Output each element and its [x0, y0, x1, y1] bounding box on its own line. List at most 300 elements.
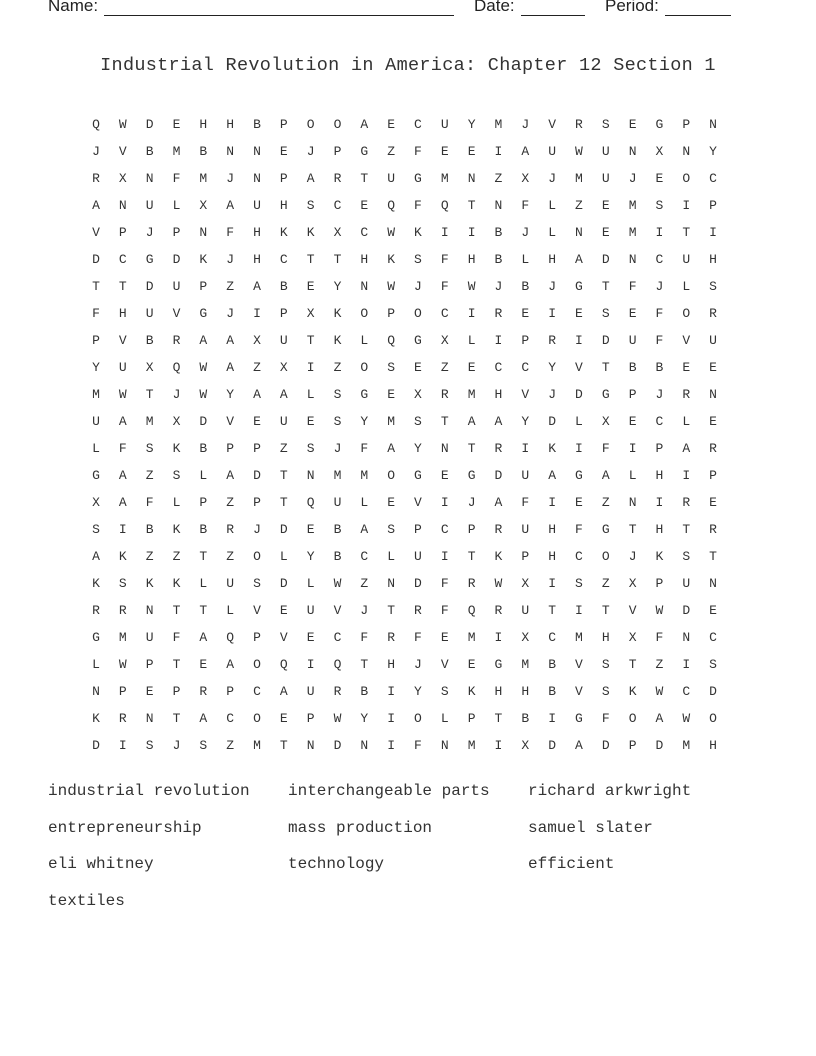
grid-letter[interactable]: V — [253, 603, 261, 618]
grid-letter[interactable]: F — [440, 603, 449, 618]
grid-letter[interactable]: A — [92, 549, 100, 564]
grid-letter[interactable]: I — [440, 549, 449, 564]
grid-letter[interactable]: R — [118, 711, 127, 726]
grid-letter[interactable]: M — [440, 171, 449, 186]
grid-letter[interactable]: G — [467, 468, 476, 483]
grid-letter[interactable]: G — [199, 306, 208, 321]
grid-letter[interactable]: A — [521, 144, 530, 159]
grid-letter[interactable]: I — [118, 522, 127, 537]
grid-letter[interactable]: V — [548, 117, 557, 132]
grid-letter[interactable]: N — [682, 144, 691, 159]
grid-letter[interactable]: E — [440, 144, 449, 159]
grid-letter[interactable]: R — [709, 522, 717, 537]
grid-letter[interactable]: M — [360, 468, 369, 483]
grid-letter[interactable]: B — [548, 657, 557, 672]
grid-letter[interactable]: M — [145, 414, 154, 429]
grid-letter[interactable]: V — [575, 684, 583, 699]
grid-letter[interactable]: Z — [172, 549, 181, 564]
grid-letter[interactable]: V — [628, 603, 637, 618]
grid-letter[interactable]: E — [655, 171, 664, 186]
grid-letter[interactable]: Z — [601, 495, 610, 510]
grid-letter[interactable]: P — [199, 495, 208, 510]
grid-letter[interactable]: E — [306, 414, 315, 429]
grid-letter[interactable]: H — [548, 252, 557, 267]
grid-letter[interactable]: M — [628, 225, 637, 240]
grid-letter[interactable]: E — [440, 630, 449, 645]
grid-letter[interactable]: B — [628, 360, 637, 375]
grid-letter[interactable]: Y — [360, 414, 369, 429]
grid-letter[interactable]: D — [145, 279, 154, 294]
grid-letter[interactable]: U — [118, 360, 127, 375]
grid-letter[interactable]: E — [709, 603, 717, 618]
grid-letter[interactable]: F — [360, 441, 369, 456]
grid-letter[interactable]: T — [467, 549, 476, 564]
grid-letter[interactable]: K — [92, 711, 100, 726]
grid-letter[interactable]: L — [548, 198, 557, 213]
grid-letter[interactable]: J — [253, 522, 261, 537]
grid-letter[interactable]: H — [387, 657, 396, 672]
grid-letter[interactable]: T — [199, 603, 208, 618]
grid-letter[interactable]: B — [548, 684, 557, 699]
grid-letter[interactable]: D — [601, 252, 610, 267]
grid-letter[interactable]: W — [467, 279, 476, 294]
grid-letter[interactable]: E — [360, 198, 369, 213]
grid-letter[interactable]: B — [253, 117, 261, 132]
grid-letter[interactable]: E — [467, 360, 476, 375]
grid-letter[interactable]: H — [601, 630, 610, 645]
grid-letter[interactable]: E — [414, 360, 422, 375]
grid-letter[interactable]: C — [709, 171, 717, 186]
grid-letter[interactable]: O — [414, 711, 422, 726]
grid-letter[interactable]: R — [333, 684, 342, 699]
grid-letter[interactable]: J — [414, 657, 422, 672]
grid-letter[interactable]: W — [494, 576, 503, 591]
grid-letter[interactable]: R — [440, 387, 449, 402]
grid-letter[interactable]: F — [145, 495, 154, 510]
grid-letter[interactable]: X — [92, 495, 100, 510]
grid-letter[interactable]: O — [360, 360, 369, 375]
grid-letter[interactable]: S — [655, 198, 664, 213]
grid-letter[interactable]: P — [253, 495, 261, 510]
grid-letter[interactable]: S — [172, 468, 181, 483]
grid-letter[interactable]: J — [360, 603, 369, 618]
grid-letter[interactable]: A — [118, 414, 127, 429]
grid-letter[interactable]: H — [199, 117, 208, 132]
grid-letter[interactable]: I — [655, 495, 664, 510]
grid-letter[interactable]: X — [172, 414, 181, 429]
grid-letter[interactable]: I — [548, 306, 557, 321]
grid-letter[interactable]: L — [172, 495, 181, 510]
grid-letter[interactable]: Z — [655, 657, 664, 672]
grid-letter[interactable]: Y — [333, 279, 342, 294]
grid-letter[interactable]: T — [172, 603, 181, 618]
grid-letter[interactable]: E — [628, 414, 637, 429]
grid-letter[interactable]: G — [360, 144, 369, 159]
grid-letter[interactable]: A — [655, 711, 664, 726]
grid-letter[interactable]: N — [628, 495, 637, 510]
grid-letter[interactable]: D — [601, 333, 610, 348]
grid-letter[interactable]: K — [118, 549, 127, 564]
grid-letter[interactable]: I — [575, 441, 583, 456]
grid-letter[interactable]: X — [601, 414, 610, 429]
grid-letter[interactable]: T — [199, 549, 208, 564]
grid-letter[interactable]: B — [494, 225, 503, 240]
grid-letter[interactable]: G — [92, 630, 100, 645]
grid-letter[interactable]: Q — [92, 117, 100, 132]
grid-letter[interactable]: R — [118, 603, 127, 618]
grid-letter[interactable]: H — [467, 252, 476, 267]
grid-letter[interactable]: H — [226, 117, 235, 132]
grid-letter[interactable]: H — [655, 522, 664, 537]
grid-letter[interactable]: C — [682, 684, 691, 699]
grid-letter[interactable]: Y — [709, 144, 717, 159]
grid-letter[interactable]: E — [467, 144, 476, 159]
grid-letter[interactable]: U — [226, 576, 235, 591]
grid-letter[interactable]: Z — [333, 360, 342, 375]
grid-letter[interactable]: T — [306, 333, 315, 348]
grid-letter[interactable]: Q — [306, 495, 315, 510]
grid-letter[interactable]: N — [575, 225, 583, 240]
grid-letter[interactable]: E — [279, 144, 288, 159]
grid-letter[interactable]: I — [467, 306, 476, 321]
grid-letter[interactable]: N — [145, 711, 154, 726]
grid-letter[interactable]: V — [226, 414, 235, 429]
grid-letter[interactable]: C — [440, 306, 449, 321]
grid-letter[interactable]: D — [145, 117, 154, 132]
grid-letter[interactable]: H — [709, 738, 717, 753]
grid-letter[interactable]: P — [628, 387, 637, 402]
grid-letter[interactable]: T — [601, 279, 610, 294]
grid-letter[interactable]: T — [172, 657, 181, 672]
grid-letter[interactable]: T — [279, 495, 288, 510]
grid-letter[interactable]: C — [521, 360, 530, 375]
grid-letter[interactable]: A — [575, 252, 583, 267]
grid-letter[interactable]: F — [414, 144, 422, 159]
grid-letter[interactable]: G — [575, 711, 583, 726]
grid-letter[interactable]: N — [709, 387, 717, 402]
grid-letter[interactable]: N — [306, 738, 315, 753]
grid-letter[interactable]: H — [494, 684, 503, 699]
grid-letter[interactable]: N — [682, 630, 691, 645]
grid-letter[interactable]: C — [575, 549, 583, 564]
grid-letter[interactable]: T — [709, 549, 717, 564]
grid-letter[interactable]: K — [333, 306, 342, 321]
grid-letter[interactable]: O — [253, 711, 261, 726]
grid-letter[interactable]: S — [333, 387, 342, 402]
grid-letter[interactable]: S — [601, 306, 610, 321]
grid-letter[interactable]: D — [333, 738, 342, 753]
grid-letter[interactable]: W — [118, 387, 127, 402]
grid-letter[interactable]: I — [494, 144, 503, 159]
grid-letter[interactable]: D — [414, 576, 422, 591]
grid-letter[interactable]: E — [575, 495, 583, 510]
grid-letter[interactable]: S — [601, 657, 610, 672]
grid-letter[interactable]: T — [279, 738, 288, 753]
grid-letter[interactable]: N — [92, 684, 100, 699]
grid-letter[interactable]: T — [387, 603, 396, 618]
grid-letter[interactable]: F — [628, 279, 637, 294]
grid-letter[interactable]: U — [628, 333, 637, 348]
grid-letter[interactable]: V — [92, 225, 100, 240]
grid-letter[interactable]: A — [226, 360, 235, 375]
grid-letter[interactable]: S — [414, 414, 422, 429]
grid-letter[interactable]: Q — [440, 198, 449, 213]
grid-letter[interactable]: Y — [521, 414, 530, 429]
grid-letter[interactable]: P — [655, 441, 664, 456]
grid-letter[interactable]: W — [118, 117, 127, 132]
grid-letter[interactable]: R — [494, 522, 503, 537]
grid-letter[interactable]: G — [414, 468, 422, 483]
grid-letter[interactable]: I — [548, 495, 557, 510]
grid-letter[interactable]: C — [440, 522, 449, 537]
grid-letter[interactable]: K — [494, 549, 503, 564]
grid-letter[interactable]: I — [548, 711, 557, 726]
grid-letter[interactable]: X — [145, 360, 154, 375]
grid-letter[interactable]: E — [601, 225, 610, 240]
grid-letter[interactable]: S — [440, 684, 449, 699]
grid-letter[interactable]: E — [628, 306, 637, 321]
grid-letter[interactable]: V — [414, 495, 422, 510]
grid-letter[interactable]: G — [494, 657, 503, 672]
grid-letter[interactable]: J — [172, 738, 181, 753]
grid-letter[interactable]: A — [387, 441, 396, 456]
grid-letter[interactable]: H — [253, 225, 261, 240]
grid-letter[interactable]: T — [172, 711, 181, 726]
grid-letter[interactable]: E — [709, 495, 717, 510]
grid-letter[interactable]: T — [467, 441, 476, 456]
grid-letter[interactable]: Z — [226, 279, 235, 294]
grid-letter[interactable]: E — [279, 711, 288, 726]
grid-letter[interactable]: F — [440, 576, 449, 591]
grid-letter[interactable]: S — [92, 522, 100, 537]
grid-letter[interactable]: D — [172, 252, 181, 267]
grid-letter[interactable]: U — [387, 171, 396, 186]
grid-letter[interactable]: I — [387, 738, 396, 753]
grid-letter[interactable]: U — [440, 117, 449, 132]
grid-letter[interactable]: E — [199, 657, 208, 672]
grid-letter[interactable]: J — [226, 306, 235, 321]
grid-letter[interactable]: N — [467, 171, 476, 186]
grid-letter[interactable]: T — [628, 522, 637, 537]
grid-letter[interactable]: P — [226, 441, 235, 456]
grid-letter[interactable]: U — [521, 468, 530, 483]
grid-letter[interactable]: O — [333, 117, 342, 132]
grid-letter[interactable]: X — [253, 333, 261, 348]
grid-letter[interactable]: D — [92, 252, 100, 267]
grid-letter[interactable]: P — [306, 711, 315, 726]
grid-letter[interactable]: M — [494, 117, 503, 132]
grid-letter[interactable]: Y — [414, 684, 422, 699]
grid-letter[interactable]: N — [628, 144, 637, 159]
grid-letter[interactable]: M — [575, 630, 583, 645]
grid-letter[interactable]: S — [575, 576, 583, 591]
grid-letter[interactable]: I — [548, 576, 557, 591]
grid-letter[interactable]: T — [601, 603, 610, 618]
grid-letter[interactable]: O — [709, 711, 717, 726]
grid-letter[interactable]: J — [414, 279, 422, 294]
grid-letter[interactable]: N — [306, 468, 315, 483]
grid-letter[interactable]: K — [172, 441, 181, 456]
grid-letter[interactable]: E — [172, 117, 181, 132]
grid-letter[interactable]: N — [253, 171, 261, 186]
grid-letter[interactable]: P — [118, 684, 127, 699]
grid-letter[interactable]: K — [333, 333, 342, 348]
grid-letter[interactable]: X — [333, 225, 342, 240]
grid-letter[interactable]: W — [199, 360, 208, 375]
grid-letter[interactable]: I — [494, 630, 503, 645]
grid-letter[interactable]: G — [575, 279, 583, 294]
grid-letter[interactable]: D — [279, 522, 288, 537]
grid-letter[interactable]: A — [199, 333, 208, 348]
grid-letter[interactable]: X — [628, 576, 637, 591]
grid-letter[interactable]: Y — [414, 441, 422, 456]
grid-letter[interactable]: V — [333, 603, 342, 618]
grid-letter[interactable]: R — [709, 441, 717, 456]
grid-letter[interactable]: I — [118, 738, 127, 753]
grid-letter[interactable]: Y — [467, 117, 476, 132]
grid-letter[interactable]: J — [655, 387, 664, 402]
grid-letter[interactable]: S — [709, 279, 717, 294]
grid-letter[interactable]: W — [575, 144, 583, 159]
grid-letter[interactable]: W — [387, 279, 396, 294]
grid-letter[interactable]: Q — [226, 630, 235, 645]
grid-letter[interactable]: S — [306, 198, 315, 213]
grid-letter[interactable]: N — [118, 198, 127, 213]
grid-letter[interactable]: L — [628, 468, 637, 483]
grid-letter[interactable]: T — [145, 387, 154, 402]
grid-letter[interactable]: B — [145, 144, 154, 159]
grid-letter[interactable]: O — [682, 171, 691, 186]
grid-letter[interactable]: V — [575, 657, 583, 672]
grid-letter[interactable]: S — [333, 414, 342, 429]
grid-letter[interactable]: R — [682, 387, 691, 402]
grid-letter[interactable]: R — [494, 306, 503, 321]
grid-letter[interactable]: D — [575, 387, 583, 402]
grid-letter[interactable]: E — [709, 414, 717, 429]
grid-letter[interactable]: M — [467, 630, 476, 645]
grid-letter[interactable]: I — [387, 711, 396, 726]
grid-letter[interactable]: U — [145, 630, 154, 645]
grid-letter[interactable]: U — [601, 171, 610, 186]
grid-letter[interactable]: K — [279, 225, 288, 240]
grid-letter[interactable]: A — [306, 171, 315, 186]
grid-letter[interactable]: O — [360, 306, 369, 321]
grid-letter[interactable]: R — [92, 603, 100, 618]
grid-letter[interactable]: L — [92, 441, 100, 456]
grid-letter[interactable]: E — [682, 360, 691, 375]
grid-letter[interactable]: X — [118, 171, 127, 186]
grid-letter[interactable]: X — [628, 630, 637, 645]
grid-letter[interactable]: K — [172, 522, 181, 537]
grid-letter[interactable]: P — [279, 117, 288, 132]
grid-letter[interactable]: N — [199, 225, 208, 240]
grid-letter[interactable]: T — [360, 657, 369, 672]
grid-letter[interactable]: C — [548, 630, 557, 645]
grid-letter[interactable]: J — [628, 549, 637, 564]
grid-letter[interactable]: R — [494, 603, 503, 618]
grid-letter[interactable]: F — [575, 522, 583, 537]
grid-letter[interactable]: P — [521, 333, 530, 348]
grid-letter[interactable]: J — [92, 144, 100, 159]
grid-letter[interactable]: Q — [387, 333, 396, 348]
grid-letter[interactable]: A — [360, 117, 369, 132]
grid-letter[interactable]: M — [467, 738, 476, 753]
grid-letter[interactable]: I — [709, 225, 717, 240]
name-field[interactable] — [48, 0, 454, 16]
grid-letter[interactable]: S — [306, 441, 315, 456]
grid-letter[interactable]: R — [333, 171, 342, 186]
grid-letter[interactable]: K — [172, 576, 181, 591]
grid-letter[interactable]: H — [655, 468, 664, 483]
grid-letter[interactable]: O — [387, 468, 396, 483]
grid-letter[interactable]: A — [575, 738, 583, 753]
grid-letter[interactable]: V — [172, 306, 181, 321]
grid-letter[interactable]: N — [709, 117, 717, 132]
grid-letter[interactable]: Z — [226, 549, 235, 564]
grid-letter[interactable]: O — [253, 549, 261, 564]
grid-letter[interactable]: A — [226, 198, 235, 213]
grid-letter[interactable]: G — [414, 333, 422, 348]
grid-letter[interactable]: P — [172, 684, 181, 699]
grid-letter[interactable]: S — [601, 684, 610, 699]
grid-letter[interactable]: R — [682, 495, 691, 510]
grid-letter[interactable]: B — [360, 684, 369, 699]
grid-letter[interactable]: T — [548, 603, 557, 618]
grid-letter[interactable]: Z — [575, 198, 583, 213]
grid-letter[interactable]: X — [521, 738, 530, 753]
grid-letter[interactable]: I — [440, 225, 449, 240]
grid-letter[interactable]: D — [92, 738, 100, 753]
grid-letter[interactable]: T — [306, 252, 315, 267]
grid-letter[interactable]: D — [548, 414, 557, 429]
grid-letter[interactable]: K — [655, 549, 664, 564]
grid-letter[interactable]: M — [118, 630, 127, 645]
grid-letter[interactable]: S — [253, 576, 261, 591]
grid-letter[interactable]: F — [172, 630, 181, 645]
grid-letter[interactable]: E — [601, 198, 610, 213]
grid-letter[interactable]: Z — [145, 468, 154, 483]
grid-letter[interactable]: F — [226, 225, 235, 240]
grid-letter[interactable]: C — [360, 225, 369, 240]
grid-letter[interactable]: D — [682, 603, 691, 618]
grid-letter[interactable]: J — [521, 117, 530, 132]
grid-letter[interactable]: N — [145, 171, 154, 186]
grid-letter[interactable]: H — [709, 252, 717, 267]
grid-letter[interactable]: U — [306, 684, 315, 699]
grid-letter[interactable]: M — [253, 738, 261, 753]
grid-letter[interactable]: C — [118, 252, 127, 267]
grid-letter[interactable]: P — [521, 549, 530, 564]
grid-letter[interactable]: K — [548, 441, 557, 456]
grid-letter[interactable]: D — [655, 738, 664, 753]
grid-letter[interactable]: R — [494, 441, 503, 456]
grid-letter[interactable]: E — [387, 387, 396, 402]
grid-letter[interactable]: S — [145, 441, 154, 456]
grid-letter[interactable]: P — [655, 576, 664, 591]
grid-letter[interactable]: A — [494, 414, 503, 429]
grid-letter[interactable]: I — [387, 684, 396, 699]
grid-letter[interactable]: A — [253, 279, 261, 294]
grid-letter[interactable]: T — [682, 225, 691, 240]
grid-letter[interactable]: T — [494, 711, 503, 726]
grid-letter[interactable]: J — [548, 279, 557, 294]
grid-letter[interactable]: C — [494, 360, 503, 375]
grid-letter[interactable]: B — [145, 522, 154, 537]
grid-letter[interactable]: U — [548, 144, 557, 159]
grid-letter[interactable]: N — [360, 279, 369, 294]
grid-letter[interactable]: A — [279, 684, 288, 699]
grid-letter[interactable]: P — [172, 225, 181, 240]
